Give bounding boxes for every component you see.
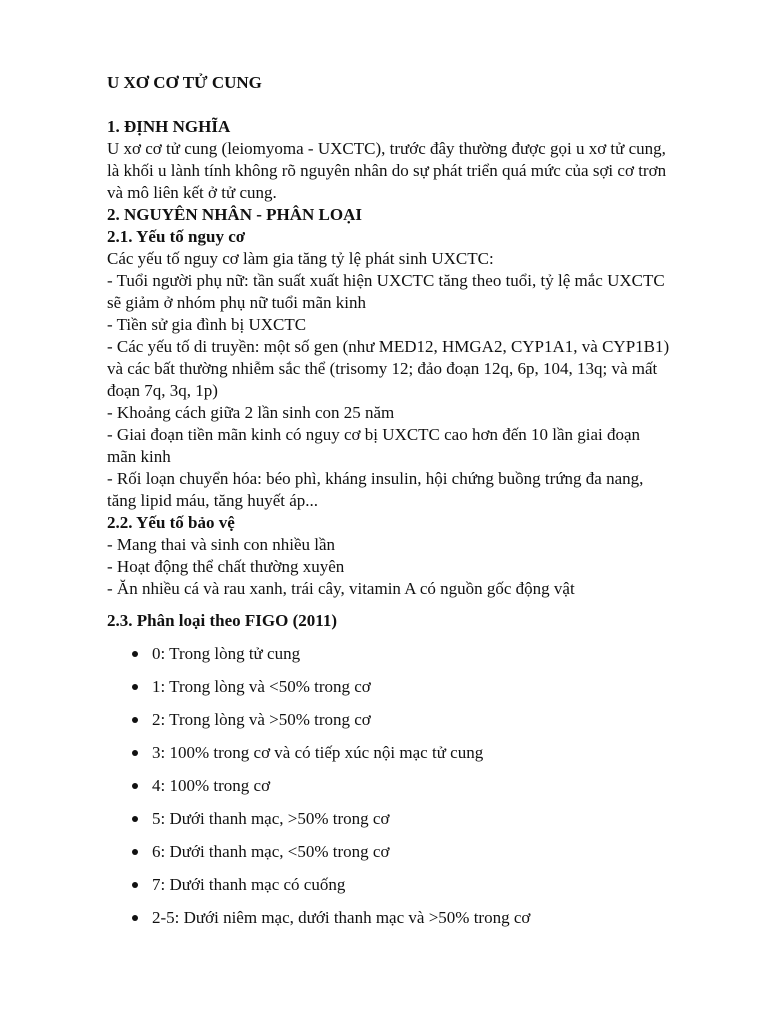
list-item-text: 7: Dưới thanh mạc có cuống bbox=[152, 875, 346, 894]
text-line: - Khoảng cách giữa 2 lần sinh con 25 năm bbox=[107, 403, 395, 422]
text-line: - Hoạt động thể chất thường xuyên bbox=[107, 557, 345, 576]
text-line: và mô liên kết ở tử cung. bbox=[107, 183, 277, 202]
list-item bbox=[107, 841, 707, 863]
bullet-icon bbox=[132, 816, 138, 822]
list-item bbox=[107, 676, 707, 698]
list-item-text: 6: Dưới thanh mạc, <50% trong cơ bbox=[152, 842, 390, 861]
list-item bbox=[107, 643, 707, 665]
section-1-heading: 1. ĐỊNH NGHĨA bbox=[107, 117, 231, 136]
subsection-2-2-heading: 2.2. Yếu tố bảo vệ bbox=[107, 513, 235, 532]
list-item-text: 2-5: Dưới niêm mạc, dưới thanh mạc và >50% trong cơ bbox=[152, 908, 531, 927]
bullet-icon bbox=[132, 717, 138, 723]
document-title: U XƠ CƠ TỬ CUNG bbox=[107, 73, 262, 92]
bullet-icon bbox=[132, 915, 138, 921]
text-line: mãn kinh bbox=[107, 447, 171, 466]
list-item-text: 0: Trong lòng tử cung bbox=[152, 644, 301, 663]
text-line: - Tuổi người phụ nữ: tần suất xuất hiện UXCTC tăng theo tuổi, tỷ lệ mắc UXCTC bbox=[107, 271, 665, 290]
text-line: - Các yếu tố di truyền: một số gen (như MED12, HMGA2, CYP1A1, và CYP1B1) bbox=[107, 337, 670, 356]
bullet-icon bbox=[132, 783, 138, 789]
text-line: - Tiền sử gia đình bị UXCTC bbox=[107, 315, 307, 334]
bullet-icon bbox=[132, 651, 138, 657]
bullet-icon bbox=[132, 849, 138, 855]
list-item-text: 2: Trong lòng và >50% trong cơ bbox=[152, 710, 371, 729]
bullet-icon bbox=[132, 684, 138, 690]
subsection-2-1-body bbox=[107, 248, 707, 512]
text-line: - Mang thai và sinh con nhiều lần bbox=[107, 535, 336, 554]
text-line: đoạn 7q, 3q, 1p) bbox=[107, 381, 218, 400]
text-line: tăng lipid máu, tăng huyết áp... bbox=[107, 491, 319, 510]
list-item bbox=[107, 907, 707, 929]
subsection-2-3-heading: 2.3. Phân loại theo FIGO (2011) bbox=[107, 611, 337, 630]
text-line: sẽ giảm ở nhóm phụ nữ tuổi mãn kinh bbox=[107, 293, 367, 312]
list-item bbox=[107, 709, 707, 731]
text-line: là khối u lành tính không rõ nguyên nhân do sự phát triển quá mức của sợi cơ trơn bbox=[107, 161, 667, 180]
subsection-2-1-heading: 2.1. Yếu tố nguy cơ bbox=[107, 227, 246, 246]
text-line: Các yếu tố nguy cơ làm gia tăng tỷ lệ phát sinh UXCTC: bbox=[107, 249, 494, 268]
bullet-icon bbox=[132, 882, 138, 888]
list-item-text: 1: Trong lòng và <50% trong cơ bbox=[152, 677, 371, 696]
list-item-text: 4: 100% trong cơ bbox=[152, 776, 271, 795]
list-item bbox=[107, 874, 707, 896]
figo-classification-list bbox=[107, 643, 707, 929]
document-page bbox=[107, 72, 707, 929]
text-line: - Ăn nhiều cá và rau xanh, trái cây, vitamin A có nguồn gốc động vật bbox=[107, 579, 575, 598]
bullet-icon bbox=[132, 750, 138, 756]
list-item bbox=[107, 775, 707, 797]
subsection-2-2-body bbox=[107, 534, 707, 600]
list-item bbox=[107, 808, 707, 830]
text-line: và các bất thường nhiễm sắc thể (trisomy 12; đảo đoạn 12q, 6p, 104, 13q; và mất bbox=[107, 359, 658, 378]
section-1-paragraph bbox=[107, 138, 707, 204]
text-line: U xơ cơ tử cung (leiomyoma - UXCTC), trước đây thường được gọi u xơ tử cung, bbox=[107, 139, 666, 158]
list-item bbox=[107, 742, 707, 764]
text-line: - Rối loạn chuyển hóa: béo phì, kháng insulin, hội chứng buồng trứng đa nang, bbox=[107, 469, 644, 488]
text-line: - Giai đoạn tiền mãn kinh có nguy cơ bị UXCTC cao hơn đến 10 lần giai đoạn bbox=[107, 425, 641, 444]
list-item-text: 5: Dưới thanh mạc, >50% trong cơ bbox=[152, 809, 390, 828]
section-2-heading: 2. NGUYÊN NHÂN - PHÂN LOẠI bbox=[107, 205, 362, 224]
list-item-text: 3: 100% trong cơ và có tiếp xúc nội mạc tử cung bbox=[152, 743, 484, 762]
